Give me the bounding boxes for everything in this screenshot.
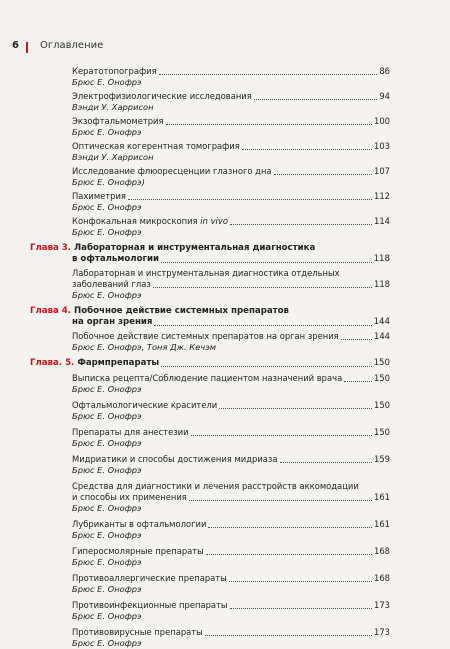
entry-author: Брюс Е. Онофрэ: [72, 438, 142, 448]
entry-title: Противоаллергические препараты: [72, 573, 227, 583]
toc-entry[interactable]: [72, 141, 390, 163]
chapter-heading[interactable]: [30, 358, 390, 369]
toc-entry[interactable]: [72, 627, 390, 649]
leader-dots: [230, 608, 372, 609]
entry-page: 150: [374, 373, 390, 383]
leader-dots: [205, 635, 372, 636]
entry-author: Брюс Е. Онофрэ: [72, 465, 142, 475]
entry-author: Брюс Е. Онофрэ: [72, 411, 142, 421]
chapter-label: Глава. 5.: [30, 358, 75, 368]
leader-dots: [254, 99, 378, 100]
entry-page: 118: [374, 279, 390, 289]
entry-page: 159: [374, 454, 390, 464]
chapter-page: 150: [373, 358, 390, 368]
leader-dots: [230, 224, 372, 225]
page-header: [0, 30, 450, 60]
leader-dots: [219, 408, 372, 409]
entry-author: Брюс Е. Онофрэ: [72, 384, 142, 394]
leader-dots: [159, 74, 378, 75]
toc-entry[interactable]: [72, 331, 390, 353]
entry-page: 107: [374, 166, 390, 176]
toc-entry[interactable]: [72, 400, 390, 422]
entry-page: 150: [374, 400, 390, 410]
toc-entry[interactable]: [72, 116, 390, 138]
entry-page: 168: [374, 546, 390, 556]
leader-dots: [242, 149, 372, 150]
entry-author: Брюс Е. Онофрэ: [72, 503, 142, 513]
entry-author: Брюс Е. Онофрэ: [72, 557, 142, 567]
entry-title: Пахиметрия: [72, 191, 126, 201]
entry-page: 150: [374, 427, 390, 437]
entry-title: Противовирусные препараты: [72, 627, 203, 637]
entry-page: 86: [379, 66, 390, 76]
entry-title: Препараты для анестезии: [72, 427, 189, 437]
toc-entry[interactable]: [72, 481, 390, 514]
entry-page: 112: [374, 191, 390, 201]
chapter-page: 118: [373, 254, 390, 264]
leader-dots: [229, 581, 372, 582]
entry-title: Противоинфекционные препараты: [72, 600, 228, 610]
leader-dots: [341, 339, 372, 340]
toc-entry[interactable]: [72, 66, 390, 88]
entry-author: Вэнди У. Харрисон: [72, 102, 154, 112]
entry-author: Брюс Е. Онофрэ: [72, 638, 142, 648]
entry-author: Вэнди У. Харрисон: [72, 152, 154, 162]
entry-author: Брюс Е. Онофрэ: [72, 530, 142, 540]
toc-entry[interactable]: [72, 573, 390, 595]
entry-title: Гиперосмолярные препараты: [72, 546, 204, 556]
leader-dots: [189, 500, 372, 501]
entry-author: Брюс Е. Онофрэ: [72, 611, 142, 621]
entry-title: Мидриатики и способы достижения мидриаза: [72, 454, 278, 464]
entry-title: Лабораторная и инструментальная диагностика отдельных: [72, 268, 340, 278]
chapter-label: Глава 4.: [30, 306, 72, 316]
toc-entry[interactable]: [72, 216, 390, 238]
leader-dots: [274, 174, 372, 175]
entry-page: 144: [374, 331, 390, 341]
leader-dots: [161, 262, 372, 263]
entry-author: Брюс Е. Онофрэ: [72, 77, 142, 87]
entry-page: 161: [374, 519, 390, 529]
entry-author: Брюс Е. Онофрэ: [72, 202, 142, 212]
entry-title: Побочное действие системных препаратов на орган зрения: [72, 331, 339, 341]
leader-dots: [161, 366, 371, 367]
entry-page: 168: [374, 573, 390, 583]
entry-title: Электрофизиологические исследования: [72, 91, 252, 101]
entry-title: Экзофтальмометрия: [72, 116, 164, 126]
toc-entry[interactable]: [72, 454, 390, 476]
chapter-title: Побочное действие системных препаратов: [74, 306, 289, 316]
toc-entry[interactable]: [72, 268, 390, 301]
entry-title: Офтальмологические красители: [72, 400, 218, 410]
chapter-title-cont: на орган зрения: [72, 317, 153, 327]
table-of-contents: [30, 66, 390, 649]
entry-title-cont: и способы их применения: [72, 492, 187, 502]
entry-title: Средства для диагностики и лечения расстройств аккомодации: [72, 481, 359, 491]
entry-author: Брюс Е. Онофрэ: [72, 127, 142, 137]
leader-dots: [154, 325, 371, 326]
chapter-label: Глава 3.: [30, 243, 72, 253]
toc-entry[interactable]: [72, 519, 390, 541]
chapter-title: Фармпрепараты: [77, 358, 160, 368]
page-number: 6: [12, 40, 19, 51]
leader-dots: [206, 554, 372, 555]
leader-dots: [153, 287, 372, 288]
entry-page: 161: [374, 492, 390, 502]
toc-entry[interactable]: [72, 91, 390, 113]
toc-entry[interactable]: [72, 373, 390, 395]
entry-title-italic: in vivo: [200, 216, 228, 226]
leader-dots: [191, 435, 372, 436]
entry-author: Брюс Е. Онофрэ: [72, 227, 142, 237]
entry-title-cont: заболеваний глаз: [72, 279, 151, 289]
leader-dots: [166, 124, 372, 125]
entry-author: Брюс Е. Онофрэ, Тоня Дж. Кечэм: [72, 342, 217, 352]
leader-dots: [208, 527, 372, 528]
entry-author: Брюс Е. Онофрэ: [72, 290, 142, 300]
entry-page: 114: [374, 216, 390, 226]
entry-title: Выписка рецепта/Соблюдение пациентом назначений врача: [72, 373, 343, 383]
chapter-heading[interactable]: [30, 306, 390, 328]
leader-dots: [128, 199, 372, 200]
entry-title: Исследование флюоресценции глазного дна: [72, 166, 272, 176]
chapter-heading[interactable]: [30, 243, 390, 265]
entry-page: 173: [374, 627, 390, 637]
entry-title: Лубриканты в офтальмологии: [72, 519, 207, 529]
entry-author: Брюс Е. Онофрэ: [72, 584, 142, 594]
toc-entry[interactable]: [72, 600, 390, 622]
chapter-title: Лабораторная и инструментальная диагностика: [74, 243, 316, 253]
entry-title: Кератотопография: [72, 66, 157, 76]
toc-entry[interactable]: [72, 546, 390, 568]
entry-page: 103: [374, 141, 390, 151]
chapter-page: 144: [373, 317, 390, 327]
toc-entry[interactable]: [72, 166, 390, 188]
leader-dots: [344, 381, 372, 382]
entry-title: Оптическая когерентная томография: [72, 141, 240, 151]
toc-entry[interactable]: [72, 427, 390, 449]
entry-title: Конфокальная микроскопия: [72, 216, 198, 226]
entry-author: Брюс Е. Онофрэ): [72, 177, 145, 187]
toc-entry[interactable]: [72, 191, 390, 213]
entry-page: 94: [379, 91, 390, 101]
leader-dots: [280, 462, 373, 463]
header-divider: [26, 42, 28, 53]
entry-page: 100: [374, 116, 390, 126]
chapter-title-cont: в офтальмологии: [72, 254, 160, 264]
entry-page: 173: [374, 600, 390, 610]
header-title: Оглавление: [40, 40, 104, 51]
